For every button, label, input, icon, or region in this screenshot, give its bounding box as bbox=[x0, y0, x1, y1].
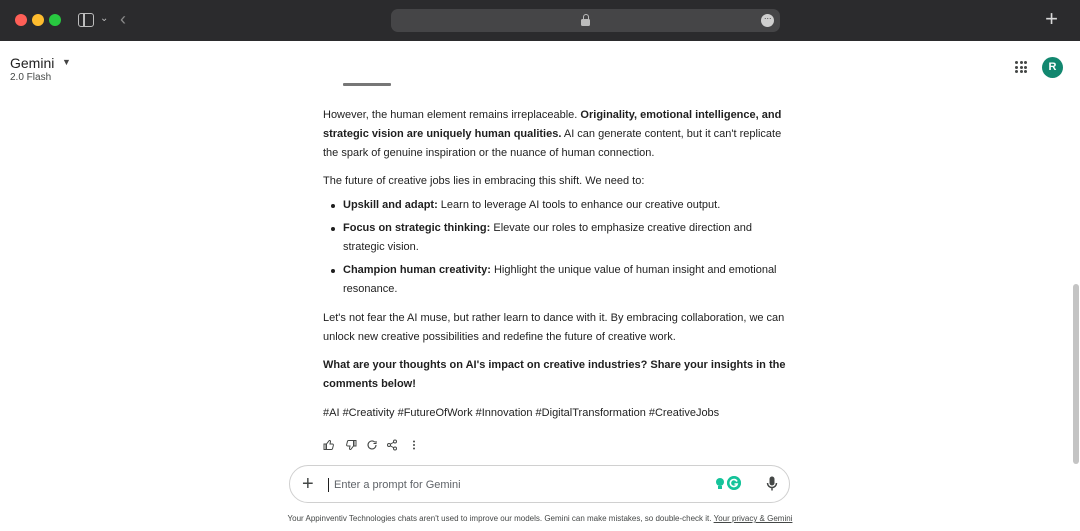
sidebar-toggle-icon[interactable] bbox=[78, 13, 94, 27]
add-attachment-icon[interactable]: + bbox=[302, 473, 314, 495]
bullet-text: Learn to leverage AI tools to enhance our creative output. bbox=[437, 199, 721, 211]
response-question: What are your thoughts on AI's impact on creative industries? Share your insights in the comments below! bbox=[323, 359, 786, 390]
bullet-dot-icon bbox=[331, 227, 335, 231]
thumbs-down-icon[interactable] bbox=[345, 439, 357, 451]
hashtags: #AI #Creativity #FutureOfWork #Innovation #DigitalTransformation #CreativeJobs bbox=[323, 407, 720, 419]
paragraph-bold-text: Originality, emotional intelligence, and strategic vision are uniquely human qualities. bbox=[323, 109, 782, 140]
model-name: 2.0 Flash bbox=[10, 72, 52, 83]
bullet-dot-icon bbox=[331, 269, 335, 273]
share-icon[interactable] bbox=[386, 439, 398, 451]
bullet-dot-icon bbox=[331, 204, 335, 208]
paragraph-text: AI can generate content, but it can't replicate the spark of genuine inspiration or the nuance of human connection. bbox=[323, 128, 782, 159]
chevron-down-icon[interactable]: ⌄ bbox=[100, 13, 109, 24]
lock-icon bbox=[581, 14, 590, 26]
lightbulb-icon[interactable] bbox=[715, 477, 725, 491]
list-item bbox=[343, 261, 789, 299]
address-bar[interactable] bbox=[391, 9, 780, 32]
scrollbar-thumb[interactable] bbox=[1073, 284, 1079, 464]
more-vert-icon[interactable] bbox=[408, 439, 420, 451]
response-paragraph bbox=[323, 106, 789, 163]
app-title[interactable]: Gemini bbox=[10, 55, 55, 71]
list-item bbox=[343, 219, 789, 257]
response-paragraph: Let's not fear the AI muse, but rather learn to dance with it. By embracing collaboration, we can unlock new creative possibilities and redefine the future of creative work. bbox=[323, 312, 785, 343]
browser-toolbar bbox=[0, 0, 1080, 41]
list-item bbox=[343, 196, 789, 215]
grammarly-icon[interactable] bbox=[727, 476, 741, 490]
response-paragraph: The future of creative jobs lies in embracing this shift. We need to: bbox=[323, 175, 645, 187]
model-dropdown-caret-icon[interactable]: ▼ bbox=[62, 57, 71, 67]
prompt-input[interactable] bbox=[334, 475, 694, 495]
back-arrow-icon[interactable]: ‹ bbox=[120, 9, 126, 29]
regenerate-icon[interactable] bbox=[366, 439, 378, 451]
footer-disclaimer bbox=[0, 514, 1080, 523]
more-options-icon[interactable]: ··· bbox=[761, 14, 774, 27]
avatar[interactable]: R bbox=[1042, 57, 1063, 78]
bullet-text: Highlight the unique value of human insight and emotional resonance. bbox=[343, 264, 777, 295]
footer-text: Your Appinventiv Technologies chats aren't used to improve our models. Gemini can make mistakes, so double-check it. bbox=[287, 514, 714, 523]
truncated-line-fragment bbox=[343, 80, 393, 89]
bullet-bold-text: Champion human creativity: bbox=[343, 264, 491, 276]
new-tab-button[interactable]: + bbox=[1045, 6, 1058, 31]
minimize-window-button[interactable] bbox=[32, 14, 44, 26]
privacy-link[interactable]: Your privacy & Gemini bbox=[713, 514, 793, 523]
text-cursor bbox=[328, 478, 329, 492]
zoom-window-button[interactable] bbox=[49, 14, 61, 26]
bullet-bold-text: Focus on strategic thinking: bbox=[343, 222, 491, 234]
bullet-bold-text: Upskill and adapt: bbox=[343, 199, 438, 211]
microphone-icon[interactable] bbox=[766, 476, 778, 492]
apps-grid-icon[interactable] bbox=[1015, 61, 1027, 73]
truncated-text bbox=[343, 80, 393, 89]
bullet-text: Elevate our roles to emphasize creative direction and strategic vision. bbox=[343, 222, 752, 253]
thumbs-up-icon[interactable] bbox=[323, 439, 335, 451]
paragraph-text: However, the human element remains irreplaceable. bbox=[323, 109, 581, 121]
close-window-button[interactable] bbox=[15, 14, 27, 26]
prompt-bar bbox=[289, 465, 790, 503]
